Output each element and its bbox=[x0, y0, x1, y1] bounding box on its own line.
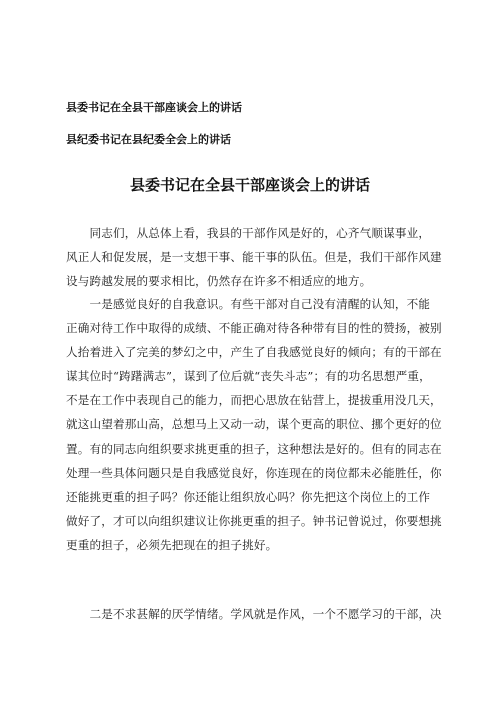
paragraph bbox=[66, 221, 444, 293]
paragraph-line: 不是在工作中表现自己的能力，而把心思放在钻营上，提拔重用没几天， bbox=[66, 393, 442, 408]
toc-item: 县委书记在全县干部座谈会上的讲话 bbox=[66, 101, 242, 114]
paragraph-line: 就这山望着那山高，总想马上又动一动，谋个更高的职位、挪个更好的位 bbox=[66, 417, 442, 432]
paragraph-line: 二是不求甚解的厌学情绪。学风就是作风，一个不愿学习的干部，决 bbox=[66, 607, 442, 621]
paragraph-line: 风正人和促发展，是一支想干事、能干事的队伍。但是，我们干部作风建 bbox=[66, 250, 442, 265]
paragraph-line: 谋其位时“踌躇满志”，谋到了位后就“丧失斗志”；有的功名思想严重， bbox=[66, 369, 431, 384]
paragraph-line: 置。有的同志向组织要求挑更重的担子，这种想法是好的。但有的同志在 bbox=[66, 441, 442, 456]
paragraph-line: 更重的担子，必须先把现在的担子挑好。 bbox=[66, 537, 278, 552]
paragraph-line: 处理一些具体问题只是自我感觉良好，你连现在的岗位都未必能胜任，你 bbox=[66, 465, 442, 480]
paragraph-line: 同志们，从总体上看，我县的干部作风是好的，心齐气顺谋事业， bbox=[66, 226, 431, 240]
paragraph-line: 做好了，才可以向组织建议让你挑更重的担子。钟书记曾说过，你要想挑 bbox=[66, 513, 442, 528]
paragraph bbox=[66, 292, 444, 557]
paragraph-line: 设与跨越发展的要求相比，仍然存在许多不相适应的地方。 bbox=[66, 274, 372, 289]
paragraph-line: 一是感觉良好的自我意识。有些干部对自己没有清醒的认知，不能 bbox=[66, 297, 431, 311]
paragraph bbox=[66, 602, 444, 626]
paragraph-line: 正确对待工作中取得的成绩、不能正确对待各种带有目的性的赞扬，被别 bbox=[66, 321, 442, 336]
paragraph-line: 人抬着进入了完美的梦幻之中，产生了自我感觉良好的倾向；有的干部在 bbox=[66, 345, 442, 360]
toc-item: 县纪委书记在县纪委全会上的讲话 bbox=[66, 133, 231, 146]
document-title: 县委书记在全县干部座谈会上的讲话 bbox=[129, 176, 370, 194]
paragraph-line: 还能挑更重的担子吗？你还能让组织放心吗？你先把这个岗位上的工作 bbox=[66, 489, 431, 504]
